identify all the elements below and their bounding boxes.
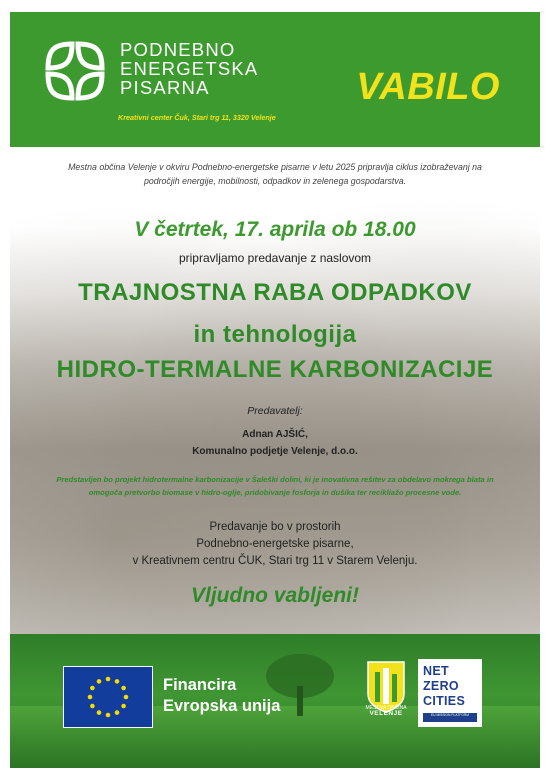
velenje-big-text: VELENJE xyxy=(369,710,403,717)
invitation-title: VABILO xyxy=(356,66,500,108)
velenje-small-text: MESTNA OBČINA xyxy=(365,705,407,711)
logo-line-2: ENERGETSKA xyxy=(120,58,259,79)
nzc-line-1: NET xyxy=(423,664,449,678)
footer-banner xyxy=(10,634,540,768)
project-description: Predstavljen bo projekt hidrotermalne karbonizacije v Šaleški dolini, ki je inovativna rešitev za obdelavo mokrega blata in omogoča pretvorbo biomase v hidro-oglje, pridobivanje fosforja in dušika ter recikliažo procesne vode. xyxy=(56,475,494,497)
lecturer-name: Adnan AJŠIĆ, xyxy=(242,429,308,440)
nzc-line-3: CITIES xyxy=(423,694,466,708)
logo-line-3: PISARNA xyxy=(120,77,210,98)
header-banner xyxy=(10,12,540,147)
logo-wordmark xyxy=(120,40,258,97)
leaf-logo-icon xyxy=(44,40,106,102)
lecturer-organization: Komunalno podjetje Velenje, d.o.o. xyxy=(192,446,358,457)
velenje-coat-of-arms-icon xyxy=(364,660,408,730)
velenje-label xyxy=(354,705,418,717)
event-details xyxy=(10,147,540,634)
event-subtitle: pripravljamo predavanje z naslovom xyxy=(178,251,372,265)
lecturer-label: Predavatelj: xyxy=(247,405,303,417)
location-line-3: v Kreativnem centru ČUK, Stari trg 11 v Starem Velenju. xyxy=(132,555,418,567)
location-line-2: Podnebno-energetske pisarne, xyxy=(196,538,354,550)
intro-text: Mestna občina Velenje v okviru Podnebno-energetske pisarne v letu 2025 pripravlja ciklus izobraževanj na področjih energije, mobilnosti, odpadkov in zelenega gospodarstva. xyxy=(68,162,482,186)
eu-funding-text xyxy=(163,675,280,717)
eu-flag-icon xyxy=(63,666,153,728)
closing-greeting: Vljudno vabljeni! xyxy=(190,584,359,607)
eu-line-2: Evropska unija xyxy=(163,697,281,715)
net-zero-cities-logo xyxy=(418,659,482,727)
location-line-1: Predavanje bo v prostorih xyxy=(209,521,341,533)
logo-line-1: PODNEBNO xyxy=(120,39,236,60)
lecture-title-line-1: TRAJNOSTNA RABA ODPADKOV xyxy=(78,279,472,306)
lecture-title-line-2: in tehnologija xyxy=(193,321,357,348)
lecture-title-line-3: HIDRO-TERMALNE KARBONIZACIJE xyxy=(56,356,494,383)
event-date: V četrtek, 17. aprila ob 18.00 xyxy=(134,218,416,241)
nzc-line-2: ZERO xyxy=(423,679,459,693)
nzc-band-text: EU MISSION PLATFORM xyxy=(423,713,477,722)
address: Kreativni center Čuk, Stari trg 11, 3320 Velenje xyxy=(118,113,276,122)
eu-line-1: Financira xyxy=(163,676,237,694)
